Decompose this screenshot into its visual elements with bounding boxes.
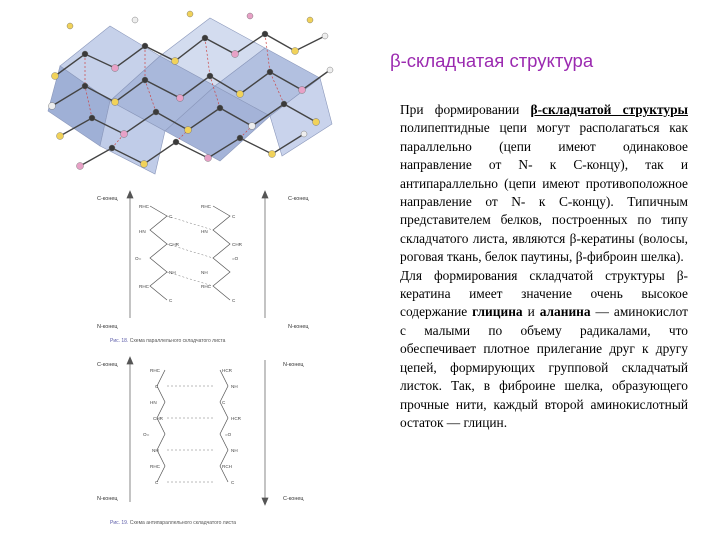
- label-bottom-right: С-конец: [283, 496, 304, 502]
- group-text: RHC: [150, 464, 160, 469]
- group-text: RHC: [201, 284, 211, 289]
- group-text: RHC: [139, 204, 149, 209]
- slide-title: β-складчатая структура: [390, 50, 594, 71]
- group-text: C: [169, 298, 173, 303]
- group-text: C: [231, 480, 235, 485]
- group-text: C: [222, 400, 226, 405]
- label-bottom-left: N-конец: [97, 496, 118, 502]
- paragraph-text: Для формирования складчатой структуры β-кератина имеет значение очень высокое содержание: [400, 267, 688, 320]
- group-text: C: [232, 214, 236, 219]
- group-text: NH: [231, 384, 238, 389]
- parallel-sheet-diagram: [95, 188, 330, 336]
- group-text: RCH: [222, 464, 232, 469]
- group-text: C: [169, 214, 173, 219]
- term-beta-sheet: β-складчатой структуры: [530, 102, 688, 117]
- group-text: CHR: [232, 242, 242, 247]
- caption-text: Схема параллельного складчатого листа: [129, 338, 226, 344]
- group-text: HN: [139, 229, 146, 234]
- label-top-right: С-конец: [288, 196, 309, 202]
- group-text: O=: [135, 256, 142, 261]
- figure-caption: [110, 338, 225, 344]
- paragraph-text: — аминокислот с малыми по объему радикалами, что обеспечивает плотное прилегание друг к другу цепей, формирующих групповой складчатый листок. Так, в фиброине шелка, образующего прочные нити, каждый второй аминокислотный остаток — глицин.: [400, 304, 688, 430]
- label-top-left: С-конец: [97, 196, 118, 202]
- group-text: =O: [232, 256, 239, 261]
- group-text: CHR: [153, 416, 163, 421]
- antiparallel-sheet-diagram: [95, 352, 330, 518]
- pleated-sheet-illustration: [40, 6, 340, 182]
- paragraph-2: [366, 267, 688, 433]
- group-text: NH: [201, 270, 208, 275]
- antiparallel-sheet-scheme: [95, 352, 330, 530]
- label-top-right: N-конец: [283, 362, 304, 368]
- label-bottom-left: N-конец: [97, 324, 118, 330]
- parallel-sheet-scheme: [95, 188, 330, 348]
- group-text: C: [232, 298, 236, 303]
- caption-text: Схема антипараллельного складчатого листа: [129, 520, 237, 526]
- label-top-left: С-конец: [97, 362, 118, 368]
- paragraph-text: При формировании: [400, 102, 531, 117]
- group-text: =O: [225, 432, 232, 437]
- paragraph-1: [366, 101, 688, 267]
- group-text: RHC: [150, 368, 160, 373]
- figure-caption: [110, 520, 236, 526]
- paragraph-text: полипептидные цепи могут располагаться как параллельно (цепи имеют одинаковое направление от N- к C-концу), так и антипараллельно (цепи имеют противоположное направление от N- к C-концу). Типичным представителем белков, построенных по типу складчатого листа, являются β-кератины (волосы, роговая ткань, белок паутины, β-фиброин шелка).: [400, 120, 688, 265]
- body-text: [366, 101, 688, 432]
- group-text: NH: [152, 448, 159, 453]
- group-text: HN: [201, 229, 208, 234]
- caption-prefix: Рис. 18.: [110, 338, 130, 344]
- label-bottom-right: N-конец: [288, 324, 309, 330]
- group-text: NH: [231, 448, 238, 453]
- group-text: RHC: [139, 284, 149, 289]
- group-text: HN: [150, 400, 157, 405]
- group-text: HCR: [222, 368, 232, 373]
- group-text: O=: [143, 432, 150, 437]
- paragraph-text: и: [522, 304, 540, 320]
- caption-prefix: Рис. 19.: [110, 520, 130, 526]
- group-text: C: [155, 480, 159, 485]
- group-text: NH: [169, 270, 176, 275]
- group-text: CHR: [169, 242, 179, 247]
- group-text: C: [155, 384, 159, 389]
- term-alanine: аланина: [539, 304, 591, 320]
- group-text: RHC: [201, 204, 211, 209]
- term-glycine: глицина: [472, 304, 523, 320]
- group-text: HCR: [231, 416, 241, 421]
